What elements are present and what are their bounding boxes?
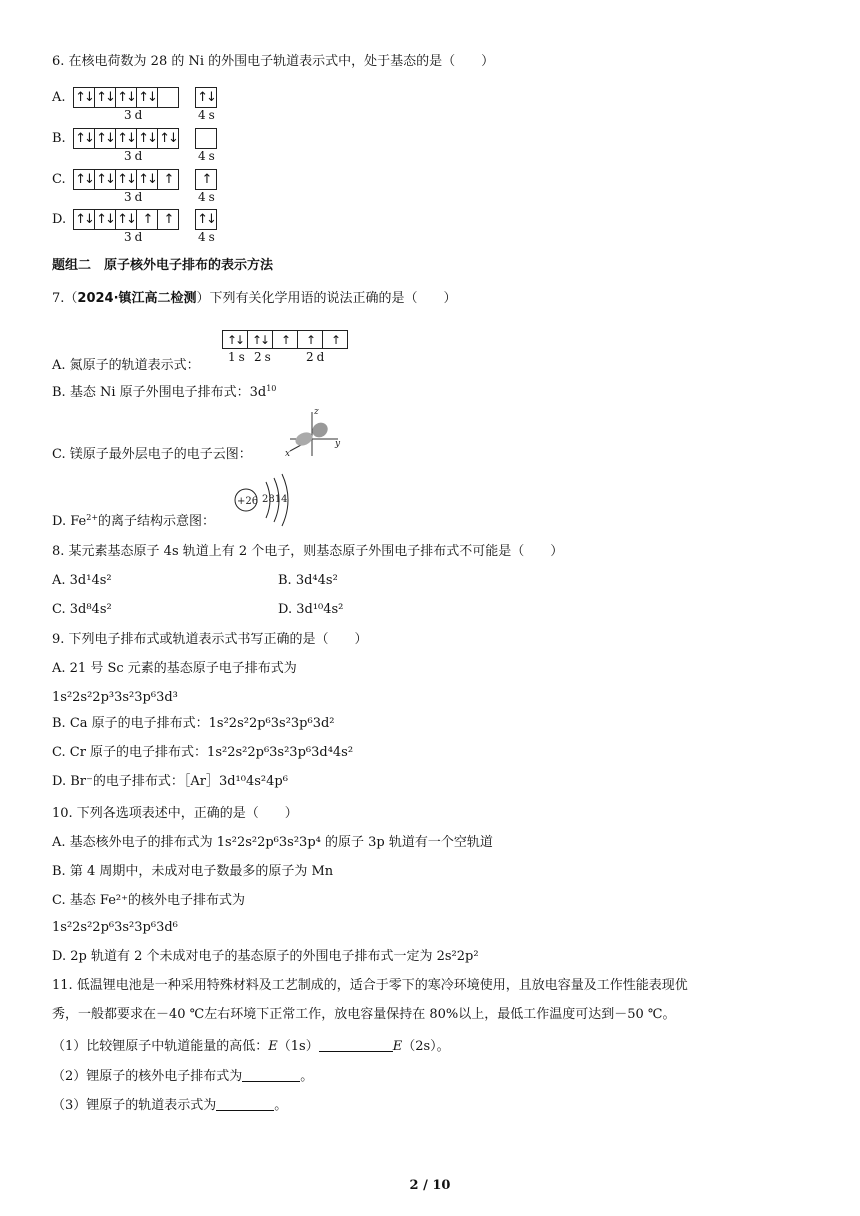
q7-orbital-label: 2d [306,350,328,364]
q6-option-1-4s-box [196,128,217,149]
q10-option-b: B. 第 4 周期中，未成对电子数最多的原子为 Mn [52,864,334,879]
q10-option-c-line1: C. 基态 Fe²⁺的核外电子排布式为 [52,893,245,908]
fe-ion-structure-figure [232,472,302,528]
q7-option-d [52,513,215,531]
orbital-box: ↑↓ [94,87,116,108]
q11-part2-text: （2）锂原子的核外电子排布式为 [52,1069,243,1084]
q11-part1-answer-blank[interactable] [319,1038,393,1052]
q7-orbital-label: 1s [228,350,248,364]
orbital-box: ↑↓ [115,128,137,149]
q11-part3-end: 。 [274,1098,288,1113]
q7-d-text2: 的离子结构示意图： [98,514,216,529]
orbital-box: ↑ [136,209,158,230]
q11-part2 [52,1068,313,1086]
shell-electrons: 2814 [262,494,288,505]
label-4s: 4s [198,230,218,244]
q8-option-d: D. 3d¹⁰4s² [278,602,344,617]
q9-option-c: C. Cr 原子的电子排布式：1s²2s²2p⁶3s²3p⁶3d⁴4s² [52,745,354,760]
magnesium-orbital-figure [282,406,348,458]
q6-option-3-label: D. [52,212,67,227]
orbital-box: ↑↓ [73,169,95,190]
orbital-box: ↑↓ [94,128,116,149]
group2-heading: 题组二 原子核外电子排布的表示方法 [52,258,274,273]
orbital-box: ↑↓ [73,87,95,108]
orbital-box: ↑↓ [195,209,217,230]
orbital-box: ↑ [322,330,348,349]
page-number: 2 / 10 [409,1178,451,1193]
orbital-box: ↑↓ [222,330,248,349]
orbital-box: ↑ [195,169,217,190]
orbital-box: ↑↓ [73,128,95,149]
q11-part1-text: （1）比较锂原子中轨道能量的高低： [52,1039,269,1054]
nucleus-charge: +26 [237,496,259,507]
orbital-box: ↑ [157,209,179,230]
orbital-box: ↑↓ [136,128,158,149]
q11-part2-answer-blank[interactable] [242,1068,300,1082]
q6-option-3-3d-boxes [74,209,179,230]
q7-b-sup: 10 [266,384,277,393]
orbital-box: ↑ [157,169,179,190]
q11-stem-line2: 秀，一般都要求在－40 ℃左右环境下正常工作，放电容量保持在 80%以上，最低工作温度可达到－50 ℃。 [52,1007,676,1022]
q7-option-a: A. 氮原子的轨道表示式： [52,358,200,373]
orbital-box: ↑↓ [115,169,137,190]
q6-option-2-3d-boxes [74,169,179,190]
q11-energy-symbol-2: E [392,1039,403,1054]
label-3d: 3d [124,230,146,244]
q6-option-0-4s-box [196,87,217,108]
q11-part3-text: （3）锂原子的轨道表示式为 [52,1098,217,1113]
q11-orbital-1s: （1s） [277,1039,319,1054]
orbital-box: ↑↓ [136,87,158,108]
q9-option-a-line1: A. 21 号 Sc 元素的基态原子电子排布式为 [52,661,297,676]
orbital-box: ↑↓ [94,169,116,190]
orbital-box: ↑↓ [115,209,137,230]
q11-part2-end: 。 [300,1069,314,1084]
orbital-box: ↑↓ [247,330,273,349]
q8-option-b: B. 3d⁴4s² [278,573,338,588]
label-4s: 4s [198,108,218,122]
label-4s: 4s [198,149,218,163]
axis-y-label: y [335,439,341,449]
axis-z-label: z [314,407,319,417]
orbital-box: ↑↓ [195,87,217,108]
q9-option-b: B. Ca 原子的电子排布式：1s²2s²2p⁶3s²3p⁶3d² [52,716,335,731]
q11-part1 [52,1038,450,1056]
q11-orbital-2s: （2s）。 [402,1039,450,1054]
q7-num: 7.（ [52,291,78,306]
q6-option-0-3d-boxes [74,87,179,108]
axis-x-label: x [285,449,291,458]
label-3d: 3d [124,108,146,122]
q9-option-d: D. Br⁻的电子排布式：［Ar］3d¹⁰4s²4p⁶ [52,774,288,789]
q11-energy-symbol-1: E [268,1039,278,1054]
q7-rest: ）下列有关化学用语的说法正确的是（ ） [196,291,457,306]
q9-option-a-line2: 1s²2s²2p³3s²3p⁶3d³ [52,690,178,705]
q10-option-d: D. 2p 轨道有 2 个未成对电子的基态原子的外围电子排布式一定为 2s²2p² [52,949,479,964]
q7-b-text: B. 基态 Ni 原子外围电子排布式：3d [52,385,267,400]
q10-option-c-line2: 1s²2s²2p⁶3s²3p⁶3d⁶ [52,920,178,935]
q6-option-2-label: C. [52,172,66,187]
orbital-box: ↑↓ [157,128,179,149]
q7-stem [52,290,457,308]
q6-option-1-label: B. [52,131,66,146]
orbital-box [195,128,217,149]
label-3d: 3d [124,149,146,163]
orbital-box: ↑ [272,330,298,349]
q8-option-c: C. 3d⁸4s² [52,602,112,617]
q10-option-a: A. 基态核外电子的排布式为 1s²2s²2p⁶3s²3p⁴ 的原子 3p 轨道有一个空轨道 [52,835,493,850]
q6-option-2-4s-box [196,169,217,190]
q7-option-c: C. 镁原子最外层电子的电子云图： [52,447,252,462]
q11-part3-answer-blank[interactable] [216,1097,274,1111]
label-3d: 3d [124,190,146,204]
q7-option-b [52,384,276,402]
q7-d-text1: D. Fe [52,514,87,529]
orbital-box: ↑↓ [115,87,137,108]
q11-part3 [52,1097,287,1115]
orbital-box: ↑↓ [94,209,116,230]
orbital-box: ↑↓ [73,209,95,230]
q10-stem: 10. 下列各选项表述中，正确的是（ ） [52,806,298,821]
q7-orbital-label: 2s [254,350,274,364]
q8-option-a: A. 3d¹4s² [52,573,112,588]
label-4s: 4s [198,190,218,204]
orbital-box: ↑↓ [136,169,158,190]
q9-stem: 9. 下列电子排布式或轨道表示式书写正确的是（ ） [52,632,368,647]
q7-source: 2024·镇江高二检测 [77,291,197,306]
q6-stem: 6. 在核电荷数为 28 的 Ni 的外围电子轨道表示式中，处于基态的是（ ） [52,54,495,69]
q11-stem-line1: 11. 低温锂电池是一种采用特殊材料及工艺制成的，适合于零下的寒冷环境使用，且放电容量及工作性能表现优 [52,978,688,993]
q6-option-3-4s-box [196,209,217,230]
q8-stem: 8. 某元素基态原子 4s 轨道上有 2 个电子，则基态原子外围电子排布式不可能是（ ） [52,544,564,559]
orbital-box [157,87,179,108]
orbital-box: ↑ [297,330,323,349]
q6-option-0-label: A. [52,90,66,105]
q6-option-1-3d-boxes [74,128,179,149]
q7-d-sup: 2+ [86,513,99,522]
